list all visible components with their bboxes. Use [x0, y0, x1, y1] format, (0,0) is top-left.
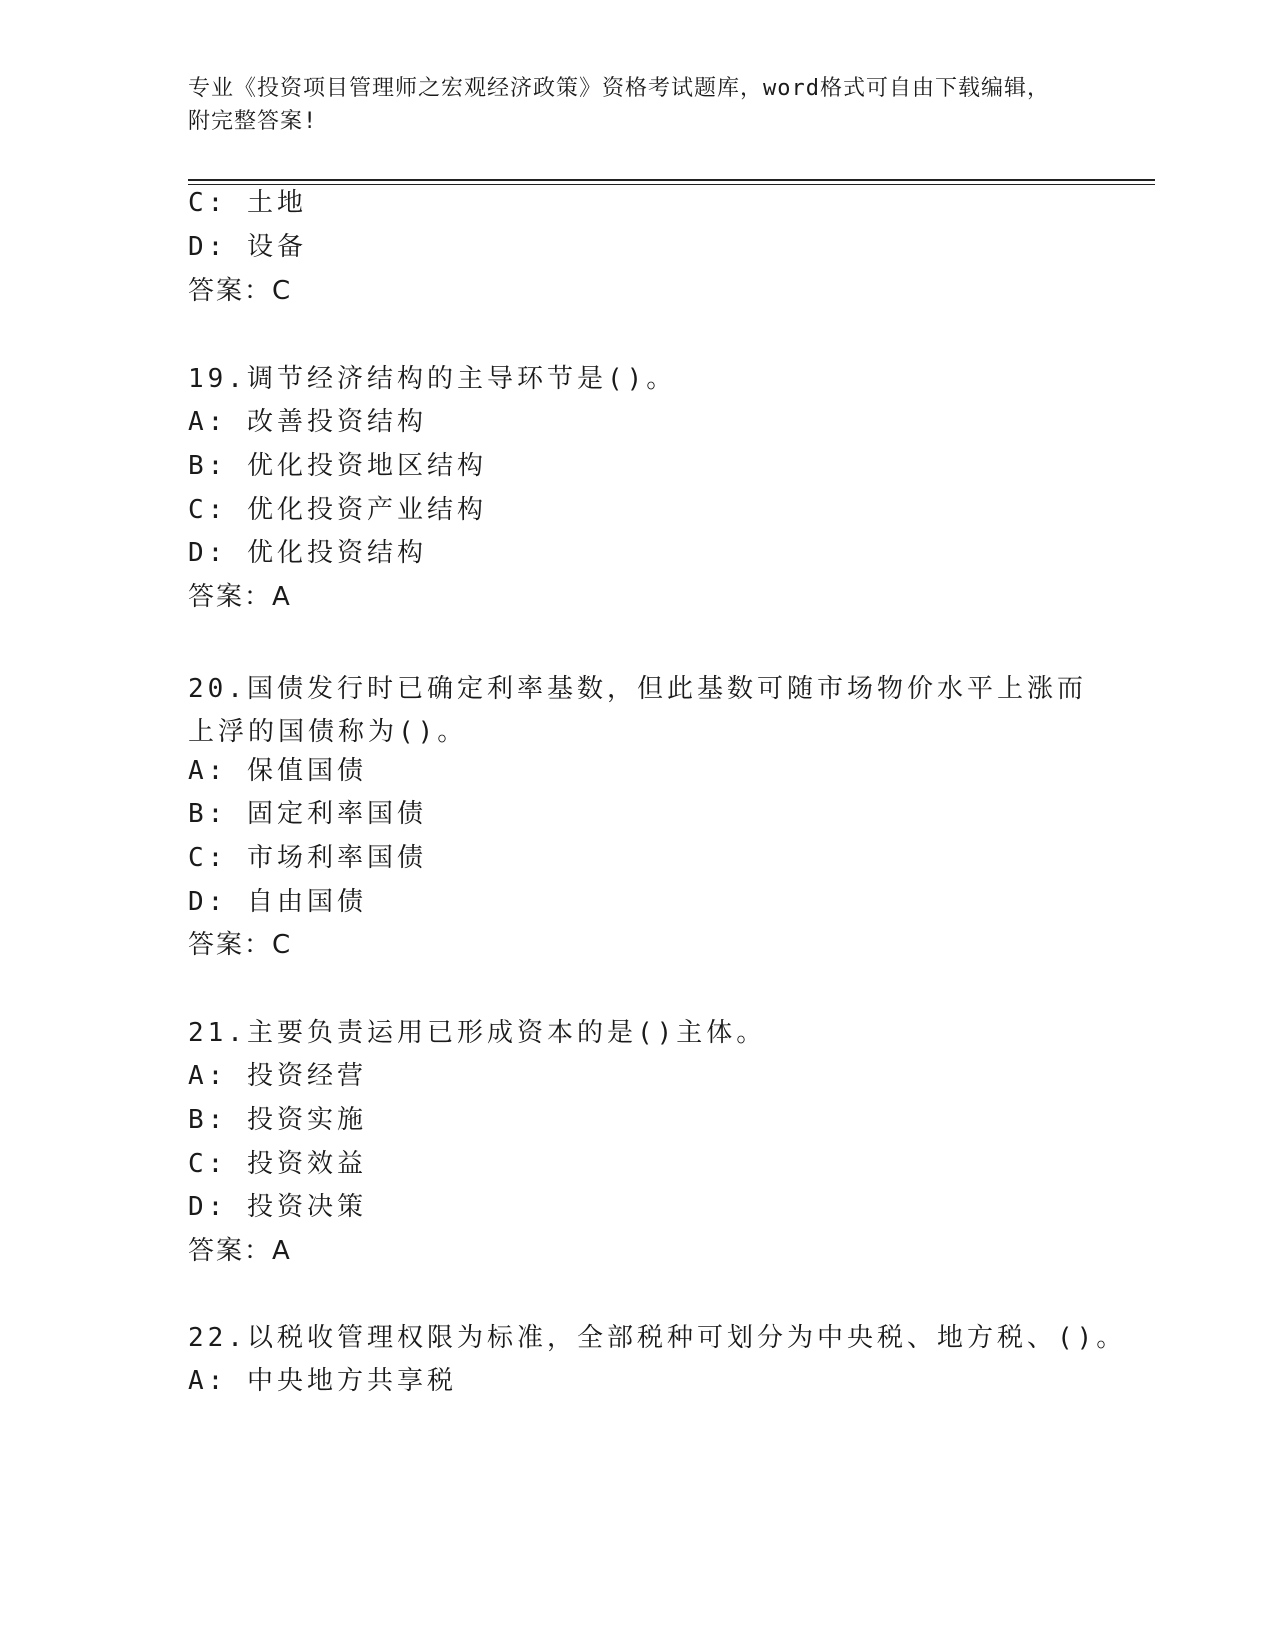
- option-a: A: 保值国债: [188, 756, 367, 786]
- option-b: B: 固定利率国债: [188, 799, 427, 829]
- question-stem: 19.调节经济结构的主导环节是()。: [188, 364, 677, 394]
- question-stem: 22.以税收管理权限为标准，全部税种可划分为中央税、地方税、()。: [188, 1323, 1127, 1353]
- option-c: C: 投资效益: [188, 1149, 367, 1179]
- option-d: D: 自由国债: [188, 887, 367, 917]
- question-stem: 20.国债发行时已确定利率基数，但此基数可随市场物价水平上涨而上浮的国债称为()。: [188, 674, 1087, 747]
- option-b: B: 投资实施: [188, 1105, 367, 1135]
- header-divider-thin: [188, 184, 1155, 185]
- option-b: B: 优化投资地区结构: [188, 451, 487, 481]
- answer: 答案：A: [188, 582, 292, 612]
- answer: 答案：A: [188, 1236, 292, 1266]
- answer: 答案：C: [188, 276, 293, 306]
- answer: 答案：C: [188, 930, 293, 960]
- header-divider: [188, 179, 1155, 181]
- option-a: A: 投资经营: [188, 1061, 367, 1091]
- document-header: 专业《投资项目管理师之宏观经济政策》资格考试题库，word格式可自由下载编辑，附完整答案!: [188, 76, 1050, 134]
- option-a: A: 改善投资结构: [188, 407, 427, 437]
- option-a: A: 中央地方共享税: [188, 1366, 457, 1396]
- option-d: D: 设备: [188, 232, 307, 262]
- option-d: D: 优化投资结构: [188, 538, 427, 568]
- question-stem: 21.主要负责运用已形成资本的是()主体。: [188, 1018, 767, 1048]
- option-c: C: 土地: [188, 188, 307, 218]
- option-c: C: 优化投资产业结构: [188, 495, 487, 525]
- option-c: C: 市场利率国债: [188, 843, 427, 873]
- option-d: D: 投资决策: [188, 1192, 367, 1222]
